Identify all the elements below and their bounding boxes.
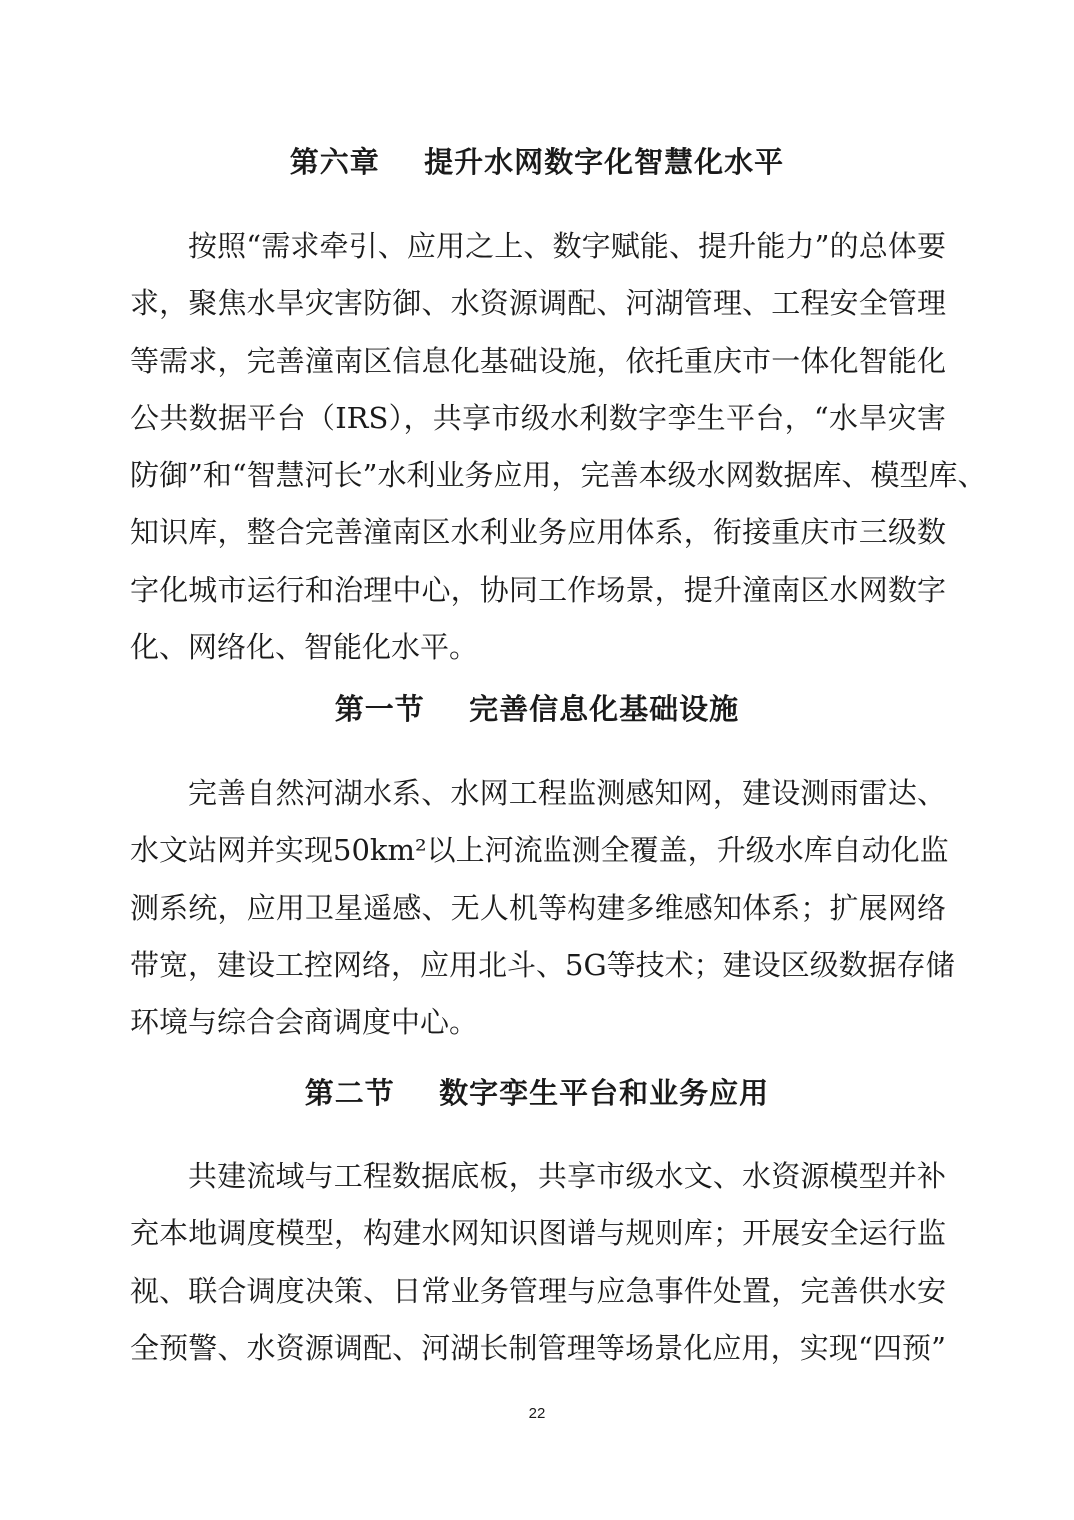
paragraph-line: 共建流域与工程数据底板，共享市级水文、水资源模型并补 bbox=[188, 1159, 946, 1193]
section-1-paragraph bbox=[130, 765, 955, 1051]
page-number: 22 bbox=[528, 1405, 546, 1422]
paragraph-line: 测系统，应用卫星遥感、无人机等构建多维感知体系；扩展网络 bbox=[130, 890, 946, 925]
paragraph-line: 带宽，建设工控网络，应用北斗、5G等技术；建设区级数据存储 bbox=[130, 947, 955, 982]
paragraph-line: 公共数据平台（IRS），共享市级水利数字孪生平台，“水旱灾害 bbox=[130, 400, 946, 435]
section-2-title: 第二节 数字孪生平台和业务应用 bbox=[304, 1076, 770, 1110]
chapter-title: 第六章 提升水网数字化智慧化水平 bbox=[289, 145, 785, 179]
paragraph-line: 化、网络化、智能化水平。 bbox=[130, 630, 479, 665]
paragraph-line: 水文站网并实现50km²以上河流监测全覆盖，升级水库自动化监 bbox=[130, 833, 949, 868]
paragraph-line: 防御”和“智慧河长”水利业务应用，完善本级水网数据库、模型库、 bbox=[130, 458, 987, 493]
paragraph-line: 按照“需求牵引、应用之上、数字赋能、提升能力”的总体要 bbox=[188, 229, 946, 263]
paragraph-line: 环境与综合会商调度中心。 bbox=[130, 1005, 479, 1040]
paragraph-line: 完善自然河湖水系、水网工程监测感知网，建设测雨雷达、 bbox=[188, 776, 946, 810]
paragraph-line: 等需求，完善潼南区信息化基础设施，依托重庆市一体化智能化 bbox=[130, 343, 946, 378]
paragraph-line: 充本地调度模型，构建水网知识图谱与规则库；开展安全运行监 bbox=[130, 1216, 946, 1251]
section-1-title: 第一节 完善信息化基础设施 bbox=[334, 692, 740, 726]
paragraph-line: 知识库，整合完善潼南区水利业务应用体系，衔接重庆市三级数 bbox=[130, 515, 946, 550]
paragraph-line: 全预警、水资源调配、河湖长制管理等场景化应用，实现“四预” bbox=[130, 1330, 946, 1365]
paragraph-line: 求，聚焦水旱灾害防御、水资源调配、河湖管理、工程安全管理 bbox=[130, 286, 946, 321]
section-2-paragraph bbox=[130, 1148, 946, 1377]
chapter-paragraph bbox=[130, 218, 987, 676]
paragraph-line: 字化城市运行和治理中心，协同工作场景，提升潼南区水网数字 bbox=[130, 572, 946, 607]
paragraph-line: 视、联合调度决策、日常业务管理与应急事件处置，完善供水安 bbox=[130, 1273, 946, 1308]
